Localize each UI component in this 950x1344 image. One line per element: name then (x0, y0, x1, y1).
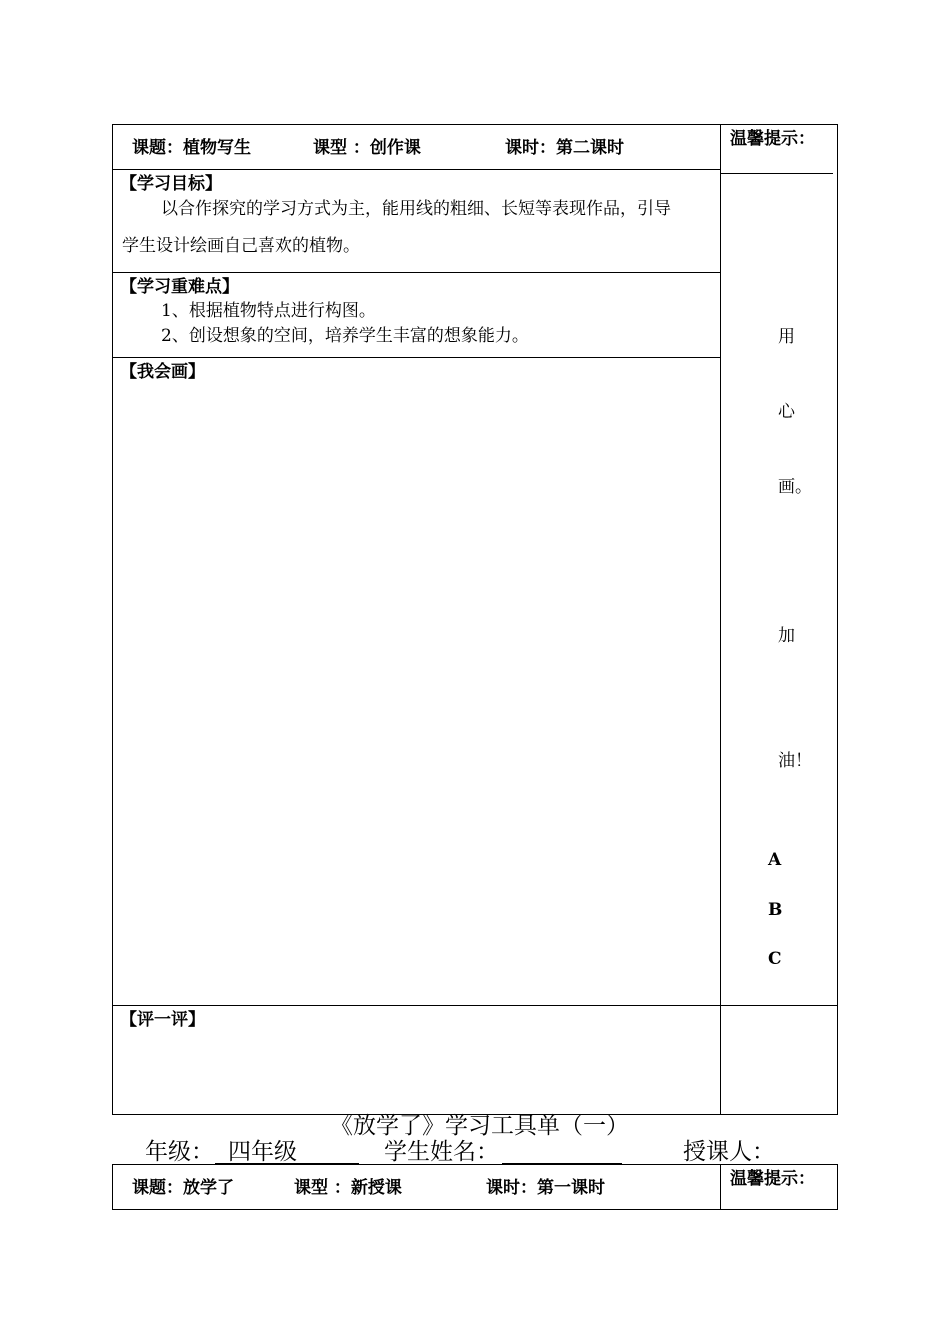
student-name-label: 学生姓名： (384, 1139, 499, 1165)
evaluation-heading: 【评一评】 (120, 1010, 205, 1030)
evaluation-area[interactable] (113, 1033, 719, 1113)
sheet-title: 《放学了》学习工具单（一） (330, 1113, 629, 1139)
tip-title: 温馨提示： (730, 1169, 815, 1189)
row-divider (112, 1005, 838, 1006)
drawing-heading: 【我会画】 (120, 362, 205, 382)
lesson-topic: 课题：植物写生 (132, 138, 251, 158)
row-divider (112, 357, 720, 358)
row-divider (112, 169, 720, 170)
key-point-item: 2、创设想象的空间，培养学生丰富的想象能力。 (161, 326, 529, 346)
tip-char: 心 (778, 402, 795, 422)
grade-option-c[interactable]: C (768, 949, 782, 969)
objectives-heading: 【学习目标】 (120, 174, 222, 194)
grade-option-b[interactable]: B (768, 900, 783, 920)
key-points-heading: 【学习重难点】 (120, 277, 239, 297)
grade-value: 四年级 (228, 1139, 297, 1165)
tip-divider (720, 173, 833, 174)
lesson-period: 课时：第二课时 (505, 138, 624, 158)
objectives-text-line2: 学生设计绘画自己喜欢的植物。 (122, 236, 360, 256)
tip-char: 加 (778, 626, 795, 646)
objectives-text-line1: 以合作探究的学习方式为主，能用线的粗细、长短等表现作品，引导 (161, 199, 671, 219)
teacher-label: 授课人： (683, 1139, 775, 1165)
tip-title: 温馨提示： (730, 129, 815, 149)
grade-option-a[interactable]: A (768, 850, 782, 870)
lesson-period: 课时：第一课时 (486, 1178, 605, 1198)
tip-char: 画。 (778, 477, 812, 497)
grade-label: 年级： (145, 1139, 214, 1165)
lesson-type: 课型 ：创作课 (313, 138, 421, 158)
tip-char: 油！ (778, 751, 812, 771)
key-point-item: 1、根据植物特点进行构图。 (161, 301, 376, 321)
row-divider (112, 272, 720, 273)
student-name-field[interactable] (502, 1140, 622, 1164)
lesson-type: 课型 ：新授课 (294, 1178, 402, 1198)
drawing-area[interactable] (113, 385, 719, 1003)
lesson-topic: 课题：放学了 (132, 1178, 234, 1198)
column-divider (720, 124, 721, 1115)
column-divider (720, 1164, 721, 1210)
tip-char: 用 (778, 327, 795, 347)
